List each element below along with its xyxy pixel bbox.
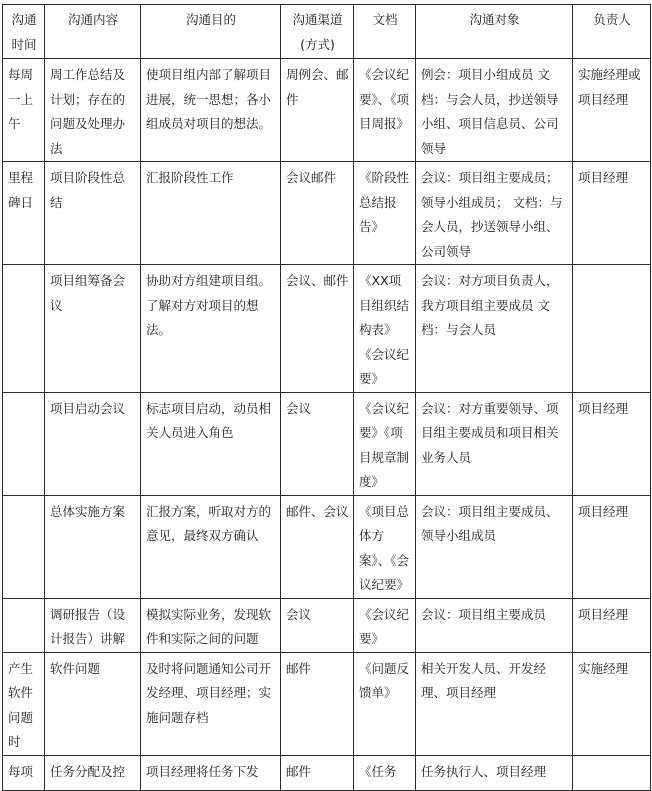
table-row	[3, 162, 651, 265]
cell-channel: 邮件	[281, 755, 354, 790]
table-row	[3, 265, 651, 393]
cell-purpose: 模拟实际业务，发现软件和实际之间的问题	[141, 598, 281, 652]
cell-purpose: 及时将问题通知公司开发经理、项目经理；实施问题存档	[141, 652, 281, 755]
cell-content: 项目阶段性总结	[45, 162, 141, 265]
cell-document: 《问题反馈单》	[354, 652, 416, 755]
cell-content: 项目启动会议	[45, 392, 141, 495]
cell-owner: 项目经理	[573, 162, 651, 265]
cell-channel: 会议、邮件	[281, 265, 354, 393]
cell-time	[3, 495, 45, 598]
cell-audience: 会议：对方重要领导、项目组主要成员和项目相关业务人员	[416, 392, 573, 495]
table-row	[3, 495, 651, 598]
cell-document: 《阶段性总结报告》	[354, 162, 416, 265]
cell-owner: 项目经理	[573, 495, 651, 598]
table-row	[3, 59, 651, 162]
cell-audience: 会议：项目组主要成员	[416, 598, 573, 652]
cell-document: 《会议纪要》《项目规章制度》	[354, 392, 416, 495]
cell-content: 周工作总结及计划；存在的问题及处理办法	[45, 59, 141, 162]
cell-audience: 任务执行人、项目经理	[416, 755, 573, 790]
header-content: 沟通内容	[45, 5, 141, 59]
cell-owner: 项目经理	[573, 598, 651, 652]
header-purpose: 沟通目的	[141, 5, 281, 59]
cell-owner: 项目经理	[573, 392, 651, 495]
cell-document: 《项目总体方案》、《会议纪要》	[354, 495, 416, 598]
cell-content: 项目组筹备会议	[45, 265, 141, 393]
header-channel: 沟通渠道(方式)	[281, 5, 354, 59]
cell-time	[3, 598, 45, 652]
cell-owner: 实施经理	[573, 652, 651, 755]
header-time: 沟通时间	[3, 5, 45, 59]
cell-time: 每项	[3, 755, 45, 790]
cell-owner	[573, 265, 651, 393]
cell-audience: 会议：项目组主要成员；领导小组成员； 文档：与会人员，抄送领导小组、公司领导	[416, 162, 573, 265]
cell-document: 《任务	[354, 755, 416, 790]
cell-owner: 实施经理或项目经理	[573, 59, 651, 162]
cell-audience: 会议：对方项目负责人，我方项目组主要成员 文档：与会人员	[416, 265, 573, 393]
cell-channel: 邮件	[281, 652, 354, 755]
cell-channel: 邮件、会议	[281, 495, 354, 598]
cell-time: 里程碑日	[3, 162, 45, 265]
cell-time: 产生软件问题时	[3, 652, 45, 755]
cell-channel: 会议	[281, 392, 354, 495]
header-audience: 沟通对象	[416, 5, 573, 59]
cell-content: 调研报告（设计报告）讲解	[45, 598, 141, 652]
cell-channel: 会议	[281, 598, 354, 652]
cell-owner	[573, 755, 651, 790]
cell-audience: 会议：项目组主要成员、领导小组成员	[416, 495, 573, 598]
table-row	[3, 652, 651, 755]
cell-document: 《XX项目组织结构表》《会议纪要》	[354, 265, 416, 393]
cell-purpose: 使项目组内部了解项目进展，统一思想；各小组成员对项目的想法。	[141, 59, 281, 162]
cell-channel: 会议邮件	[281, 162, 354, 265]
cell-audience: 相关开发人员、开发经理、项目经理	[416, 652, 573, 755]
cell-purpose: 标志项目启动，动员相关人员进入角色	[141, 392, 281, 495]
cell-audience: 例会：项目小组成员 文档：与会人员，抄送领导小组、项目信息员、公司领导	[416, 59, 573, 162]
cell-content: 软件问题	[45, 652, 141, 755]
table-row	[3, 392, 651, 495]
cell-time	[3, 392, 45, 495]
header-owner: 负责人	[573, 5, 651, 59]
table-row	[3, 755, 651, 790]
cell-purpose: 项目经理将任务下发	[141, 755, 281, 790]
table-row	[3, 598, 651, 652]
cell-purpose: 协助对方组建项目组。了解对方对项目的想法。	[141, 265, 281, 393]
cell-channel: 周例会、邮件	[281, 59, 354, 162]
header-document: 文档	[354, 5, 416, 59]
cell-content: 任务分配及控	[45, 755, 141, 790]
cell-document: 《会议纪要》	[354, 598, 416, 652]
cell-time	[3, 265, 45, 393]
cell-purpose: 汇报方案，听取对方的意见，最终双方确认	[141, 495, 281, 598]
header-row	[3, 5, 651, 59]
cell-content: 总体实施方案	[45, 495, 141, 598]
communication-plan-table	[2, 4, 651, 791]
cell-document: 《会议纪要》、《项目周报》	[354, 59, 416, 162]
cell-purpose: 汇报阶段性工作	[141, 162, 281, 265]
cell-time: 每周一上午	[3, 59, 45, 162]
